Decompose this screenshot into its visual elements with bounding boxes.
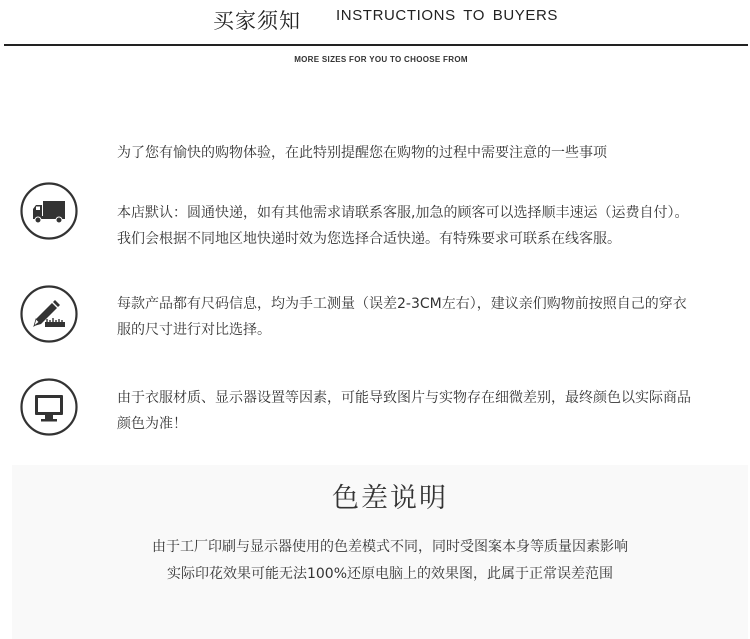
- notice-line: 服的尺寸进行对比选择。: [117, 322, 271, 338]
- notice-line: 颜色为准！: [117, 416, 187, 432]
- color-difference-line: 实际印花效果可能无法100%还原电脑上的效果图，此属于正常误差范围: [166, 566, 614, 582]
- delivery-truck-icon: [19, 181, 79, 241]
- header: [0, 0, 750, 46]
- header-divider: [4, 44, 748, 46]
- pencil-ruler-icon: [19, 284, 79, 344]
- notice-item-size-text: [117, 291, 742, 343]
- notice-line: 由于衣服材质、显示器设置等因素，可能导致图片与实物存在细微差别，最终颜色以实际商品: [117, 390, 691, 406]
- monitor-icon: [19, 377, 79, 437]
- notice-item-delivery-text: [117, 200, 742, 252]
- subtitle: MORE SIZES FOR YOU TO CHOOSE FROM: [294, 55, 468, 64]
- notice-line: 每款产品都有尺码信息，均为手工测量（误差2-3CM左右），建议亲们购物前按照自己的穿衣: [117, 296, 687, 312]
- notice-item-color-text: [117, 385, 742, 437]
- color-difference-title: 色差说明: [332, 483, 448, 514]
- header-title-en: INSTRUCTIONS TO BUYERS: [336, 7, 559, 24]
- color-difference-line: 由于工厂印刷与显示器使用的色差模式不同，同时受图案本身等质量因素影响: [152, 539, 628, 555]
- intro-text: 为了您有愉快的购物体验，在此特别提醒您在购物的过程中需要注意的一些事项: [117, 145, 607, 161]
- notice-line: 本店默认：圆通快递，如有其他需求请联系客服,加急的顾客可以选择顺丰速运（运费自付）。: [117, 205, 689, 221]
- notice-line: 我们会根据不同地区地快递时效为您选择合适快递。有特殊要求可联系在线客服。: [117, 231, 621, 247]
- header-title-cn: 买家须知: [213, 9, 301, 33]
